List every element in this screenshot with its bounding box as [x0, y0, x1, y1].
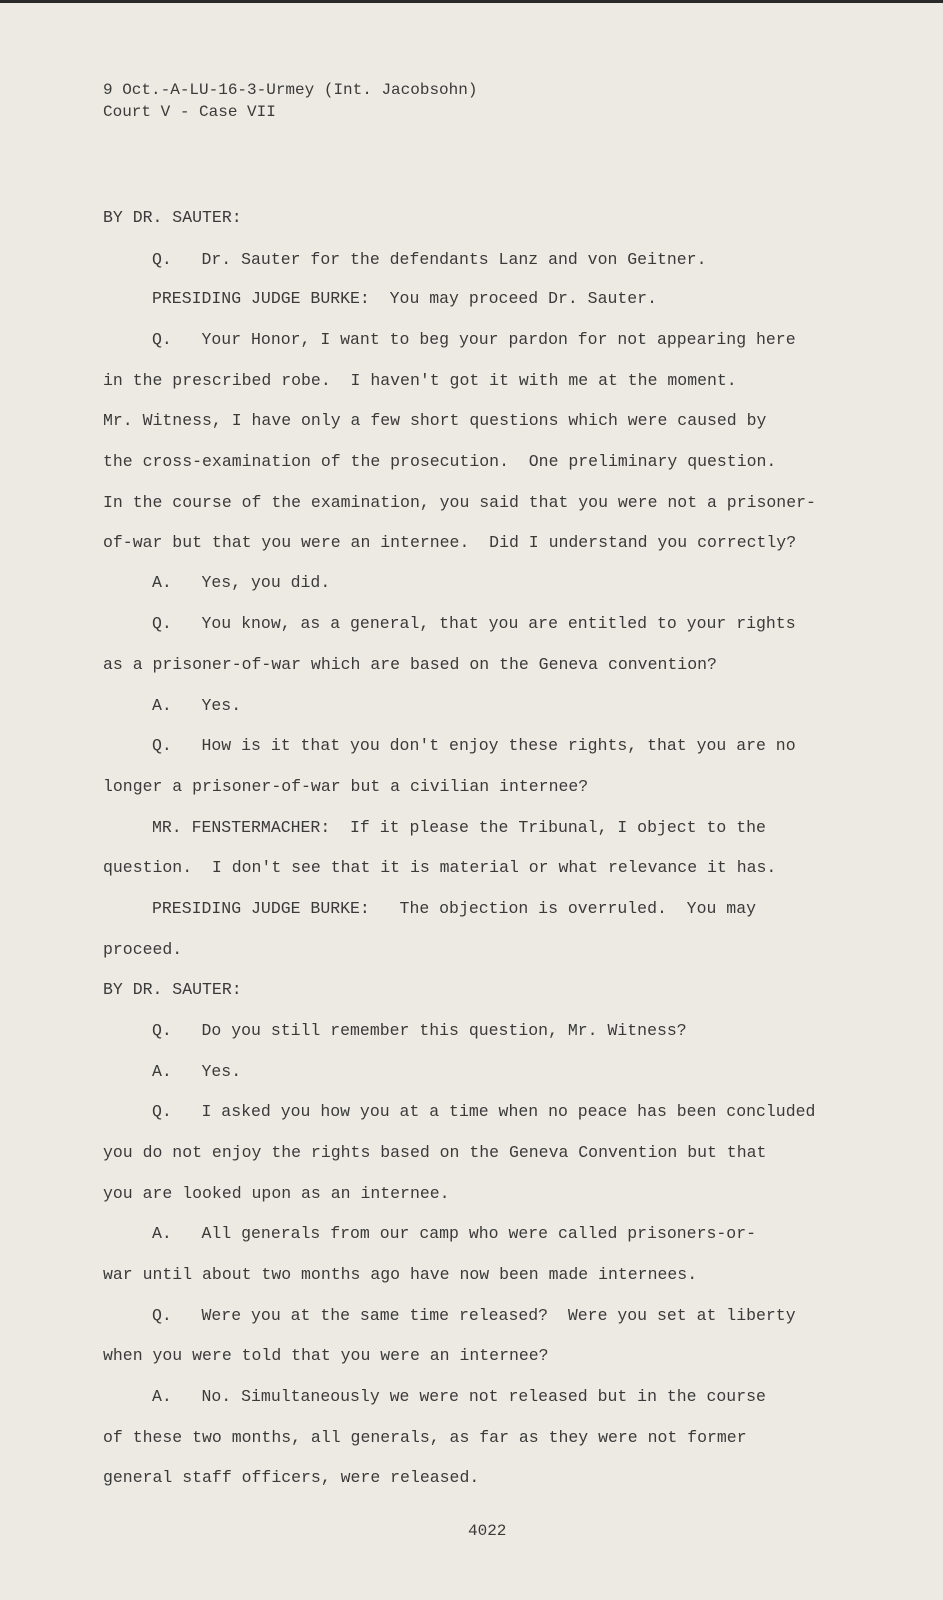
- answer-line: A. Yes.: [152, 1062, 242, 1081]
- question-line: Q. How is it that you don't enjoy these rights, that you are no: [152, 736, 796, 755]
- question-line: Q. I asked you how you at a time when no peace has been concluded: [152, 1102, 816, 1121]
- text-line: the cross-examination of the prosecution. One preliminary question.: [103, 452, 777, 471]
- text-line: In the course of the examination, you said that you were not a prisoner-: [103, 493, 816, 512]
- text-line: you do not enjoy the rights based on the Geneva Convention but that: [103, 1143, 767, 1162]
- text-line: general staff officers, were released.: [103, 1468, 480, 1487]
- page-number: 4022: [468, 1522, 507, 1540]
- speaker-line: PRESIDING JUDGE BURKE: The objection is overruled. You may: [152, 899, 756, 918]
- question-line: Q. You know, as a general, that you are entitled to your rights: [152, 614, 796, 633]
- header-court-line: Court V - Case VII: [103, 103, 276, 121]
- answer-line: A. All generals from our camp who were called prisoners-or-: [152, 1224, 756, 1243]
- text-line: when you were told that you were an internee?: [103, 1346, 549, 1365]
- answer-line: A. Yes.: [152, 696, 242, 715]
- text-line: question. I don't see that it is material or what relevance it has.: [103, 858, 777, 877]
- text-line: in the prescribed robe. I haven't got it with me at the moment.: [103, 371, 737, 390]
- speaker-line: MR. FENSTERMACHER: If it please the Tribunal, I object to the: [152, 818, 766, 837]
- text-line: proceed.: [103, 940, 183, 959]
- question-line: Q. Your Honor, I want to beg your pardon for not appearing here: [152, 330, 796, 349]
- header-session-line: 9 Oct.-A-LU-16-3-Urmey (Int. Jacobsohn): [103, 81, 478, 99]
- text-line: as a prisoner-of-war which are based on the Geneva convention?: [103, 655, 717, 674]
- speaker-line: PRESIDING JUDGE BURKE: You may proceed Dr. Sauter.: [152, 289, 657, 308]
- text-line: you are looked upon as an internee.: [103, 1184, 450, 1203]
- text-line: war until about two months ago have now been made internees.: [103, 1265, 698, 1284]
- question-line: Q. Dr. Sauter for the defendants Lanz and von Geitner.: [152, 250, 707, 269]
- text-line: of-war but that you were an internee. Did I understand you correctly?: [103, 533, 797, 552]
- speaker-heading: BY DR. SAUTER:: [103, 208, 242, 227]
- question-line: Q. Do you still remember this question, Mr. Witness?: [152, 1021, 687, 1040]
- answer-line: A. Yes, you did.: [152, 573, 331, 592]
- text-line: Mr. Witness, I have only a few short questions which were caused by: [103, 411, 767, 430]
- speaker-heading: BY DR. SAUTER:: [103, 980, 242, 999]
- text-line: of these two months, all generals, as far as they were not former: [103, 1428, 747, 1447]
- scan-top-edge: [0, 0, 943, 3]
- question-line: Q. Were you at the same time released? Were you set at liberty: [152, 1306, 796, 1325]
- answer-line: A. No. Simultaneously we were not released but in the course: [152, 1387, 766, 1406]
- text-line: longer a prisoner-of-war but a civilian internee?: [103, 777, 589, 796]
